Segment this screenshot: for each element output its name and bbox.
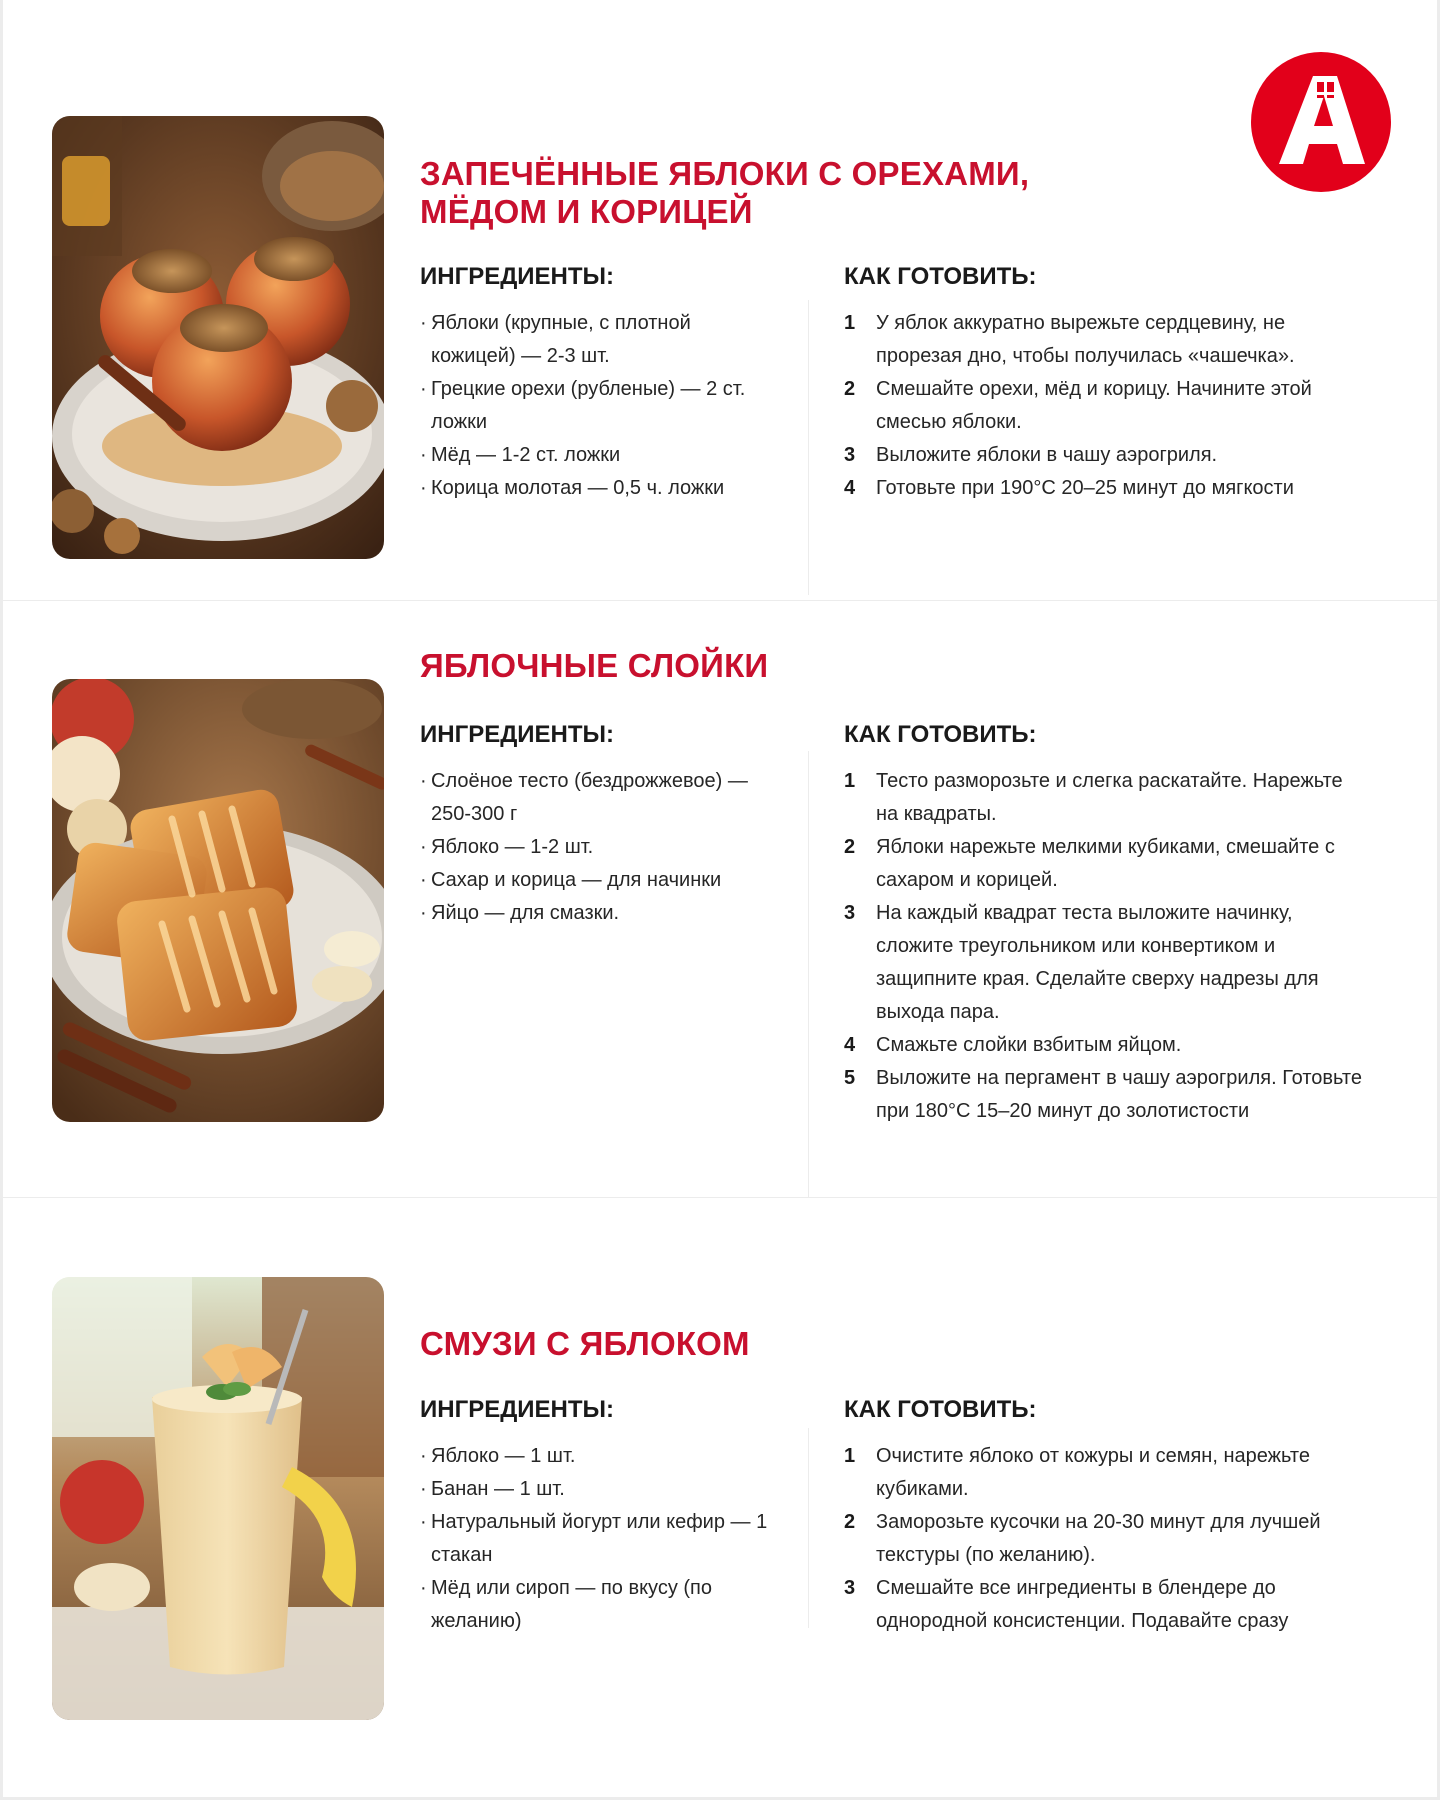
apple-smoothie-photo <box>52 1277 384 1720</box>
column-divider <box>808 751 809 1197</box>
steps-list <box>844 1440 1364 1638</box>
step-item: 2 Смешайте орехи, мёд и корицу. Начините этой смесью яблоки. <box>844 378 1312 433</box>
steps-list <box>844 765 1364 1128</box>
step-item: 2 Яблоки нарежьте мелкими кубиками, смешайте с сахаром и корицей. <box>844 836 1335 891</box>
recipe-title: СМУЗИ С ЯБЛОКОМ <box>420 1325 750 1362</box>
step-item: 1 У яблок аккуратно вырежьте сердцевину, не прорезая дно, чтобы получилась «чашечка». <box>844 312 1295 367</box>
steps-heading: КАК ГОТОВИТЬ: <box>844 721 1037 748</box>
ingredients-list <box>420 307 775 505</box>
step-item: 5 Выложите на пергамент в чашу аэрогриля. Готовьте при 180°C 15–20 минут до золотистости <box>844 1067 1362 1122</box>
step-item: 1 Тесто разморозьте и слегка раскатайте. Нарежьте на квадраты. <box>844 770 1343 825</box>
ingredient-item: · Яблоко — 1 шт. <box>420 1445 576 1467</box>
step-item: 4 Смажьте слойки взбитым яйцом. <box>844 1034 1182 1056</box>
step-item: 2 Заморозьте кусочки на 20-30 минут для лучшей текстуры (по желанию). <box>844 1511 1321 1566</box>
ingredients-heading: ИНГРЕДИЕНТЫ: <box>420 263 615 290</box>
steps-heading: КАК ГОТОВИТЬ: <box>844 263 1037 290</box>
ingredient-item: · Яблоки (крупные, с плотной кожицей) — 2-3 шт. <box>420 312 691 367</box>
step-item: 4 Готовьте при 190°C 20–25 минут до мягкости <box>844 477 1294 499</box>
ingredients-heading: ИНГРЕДИЕНТЫ: <box>420 721 615 748</box>
ingredient-item: · Мёд — 1-2 ст. ложки <box>420 444 621 466</box>
ingredients-heading: ИНГРЕДИЕНТЫ: <box>420 1396 615 1423</box>
baked-apples-photo <box>52 116 384 559</box>
ingredient-item: · Грецкие орехи (рубленые) — 2 ст. ложки <box>420 378 746 433</box>
ingredient-item: · Натуральный йогурт или кефир — 1 стакан <box>420 1511 768 1566</box>
ingredient-item: · Мёд или сироп — по вкусу (по желанию) <box>420 1577 712 1632</box>
ingredients-list <box>420 765 790 930</box>
recipe-card-apple-puffs <box>0 601 1440 1197</box>
steps-heading: КАК ГОТОВИТЬ: <box>844 1396 1037 1423</box>
ingredient-item: · Сахар и корица — для начинки <box>420 869 722 891</box>
steps-list <box>844 307 1364 505</box>
ingredient-item: · Банан — 1 шт. <box>420 1478 565 1500</box>
ingredient-item: · Яблоко — 1-2 шт. <box>420 836 594 858</box>
recipe-title: ЗАПЕЧЁННЫЕ ЯБЛОКИ С ОРЕХАМИ, МЁДОМ И КОРИЦЕЙ <box>420 155 1030 230</box>
ingredient-item: · Слоёное тесто (бездрожжевое) — 250-300 г <box>420 770 748 825</box>
step-item: 3 На каждый квадрат теста выложите начинку, сложите треугольником или конвертиком и защипните края. Сделайте сверху надрезы для выхода пара. <box>844 902 1319 1023</box>
ingredient-item: · Корица молотая — 0,5 ч. ложки <box>420 477 725 499</box>
step-item: 1 Очистите яблоко от кожуры и семян, нарежьте кубиками. <box>844 1445 1310 1500</box>
column-divider <box>808 300 809 595</box>
ingredients-list <box>420 1440 790 1638</box>
apple-puff-pastry-photo <box>52 679 384 1122</box>
step-item: 3 Смешайте все ингредиенты в блендере до однородной консистенции. Подавайте сразу <box>844 1577 1289 1632</box>
column-divider <box>808 1428 809 1628</box>
step-item: 3 Выложите яблоки в чашу аэрогриля. <box>844 444 1218 466</box>
recipe-title: ЯБЛОЧНЫЕ СЛОЙКИ <box>420 647 769 684</box>
ingredient-item: · Яйцо — для смазки. <box>420 902 620 924</box>
recipe-card-apple-smoothie <box>0 1198 1440 1797</box>
recipe-card-baked-apples <box>0 0 1440 600</box>
